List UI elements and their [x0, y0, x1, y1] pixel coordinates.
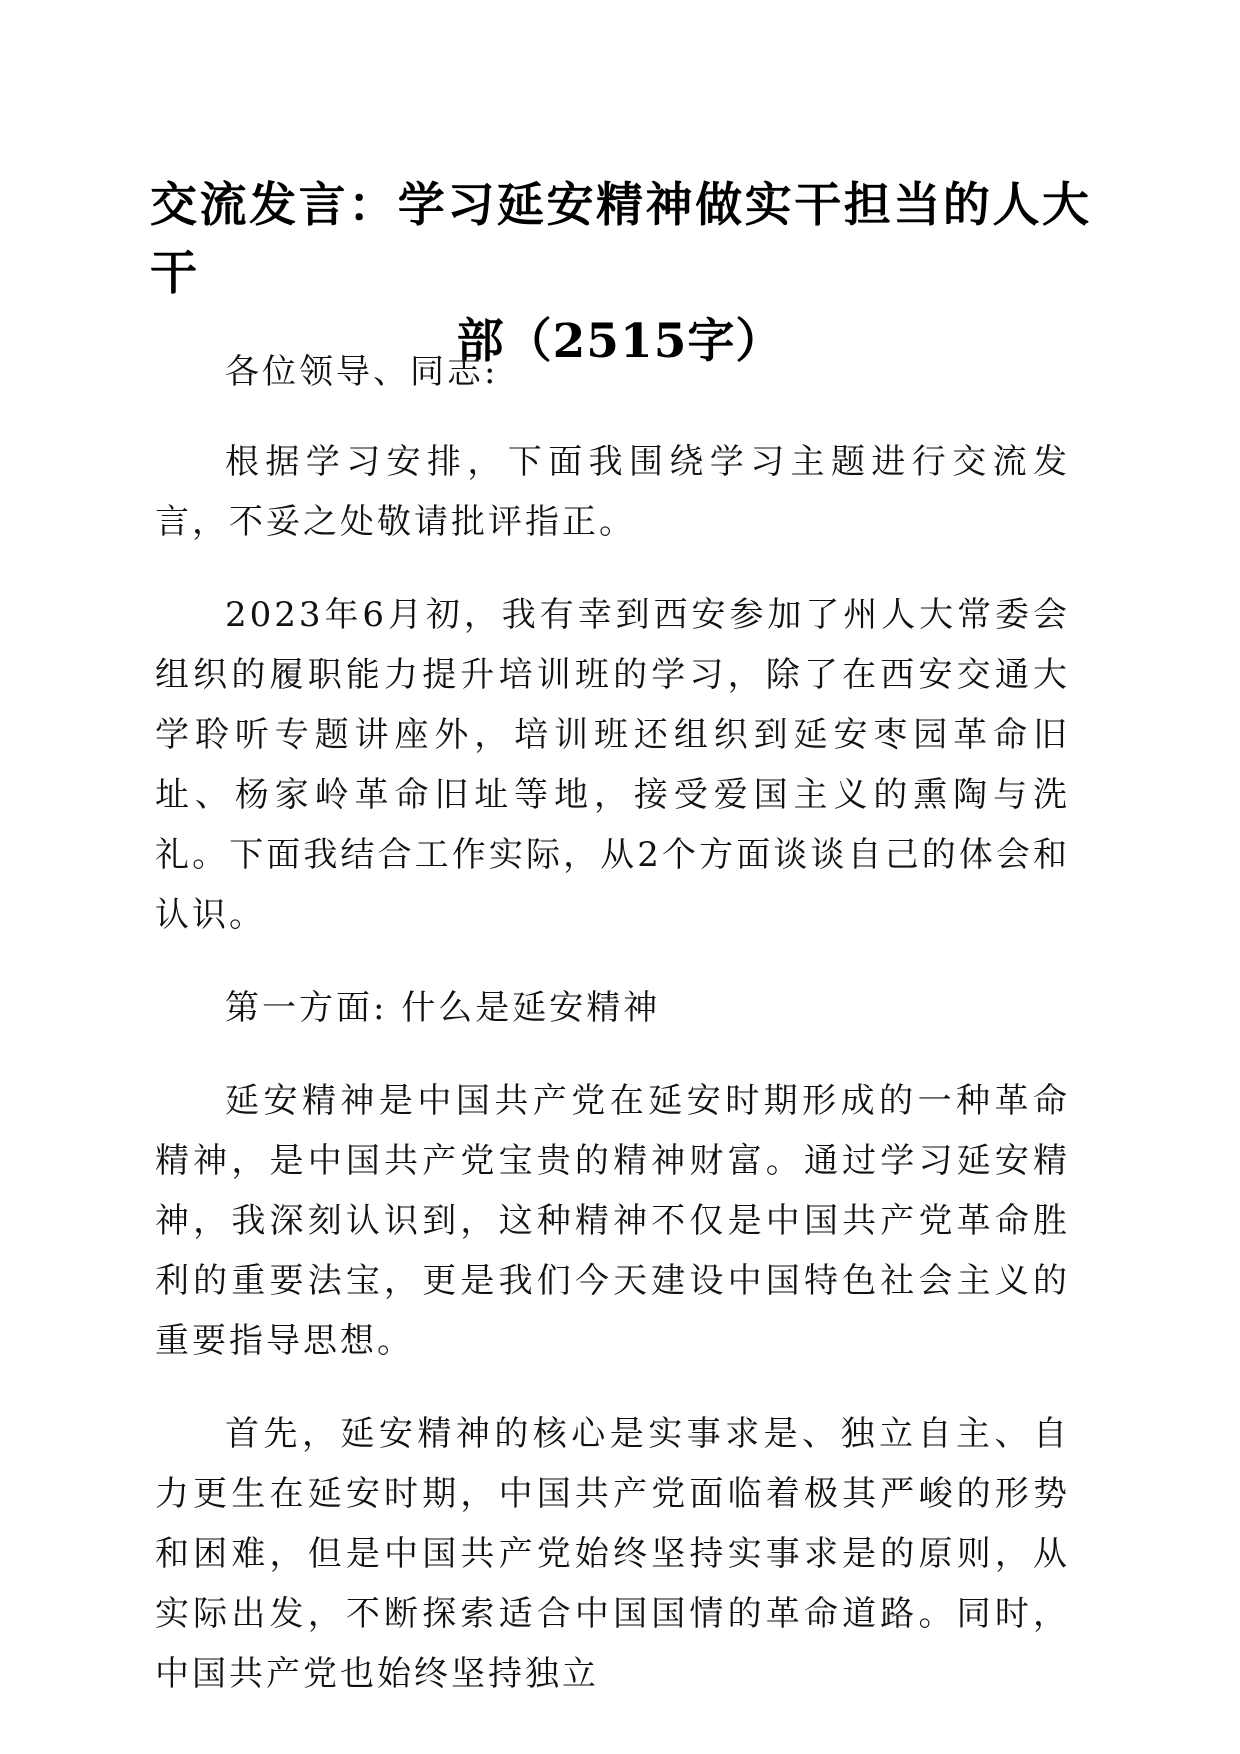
paragraph-background: 2023年6月初，我有幸到西安参加了州人大常委会组织的履职能力提升培训班的学习，除了在西安交通大学聆听专题讲座外，培训班还组织到延安枣园革命旧址、杨家岭革命旧址等地，接受爱国主义的熏陶与洗礼。下面我结合工作实际，从2个方面谈谈自己的体会和认识。 — [155, 595, 1070, 935]
section-heading-1: 第一方面: 什么是延安精神 — [225, 988, 661, 1028]
title-line-1: 交流发言：学习延安精神做实干担当的人大干 — [150, 178, 1090, 301]
greeting: 各位领导、同志: — [225, 352, 499, 392]
paragraph-intro: 根据学习安排，下面我围绕学习主题进行交流发言，不妥之处敬请批评指正。 — [155, 442, 1070, 542]
title-line-2: 部（2515字） — [456, 314, 784, 369]
document-body — [155, 342, 1070, 1737]
paragraph-core: 首先，延安精神的核心是实事求是、独立自主、自力更生在延安时期，中国共产党面临着极其严峻的形势和困难，但是中国共产党始终坚持实事求是的原则，从实际出发，不断探索适合中国国情的革命道路。同时，中国共产党也始终坚持独立 — [155, 1414, 1070, 1694]
paragraph-definition: 延安精神是中国共产党在延安时期形成的一种革命精神，是中国共产党宝贵的精神财富。通过学习延安精神，我深刻认识到，这种精神不仅是中国共产党革命胜利的重要法宝，更是我们今天建设中国特色社会主义的重要指导思想。 — [155, 1081, 1070, 1361]
